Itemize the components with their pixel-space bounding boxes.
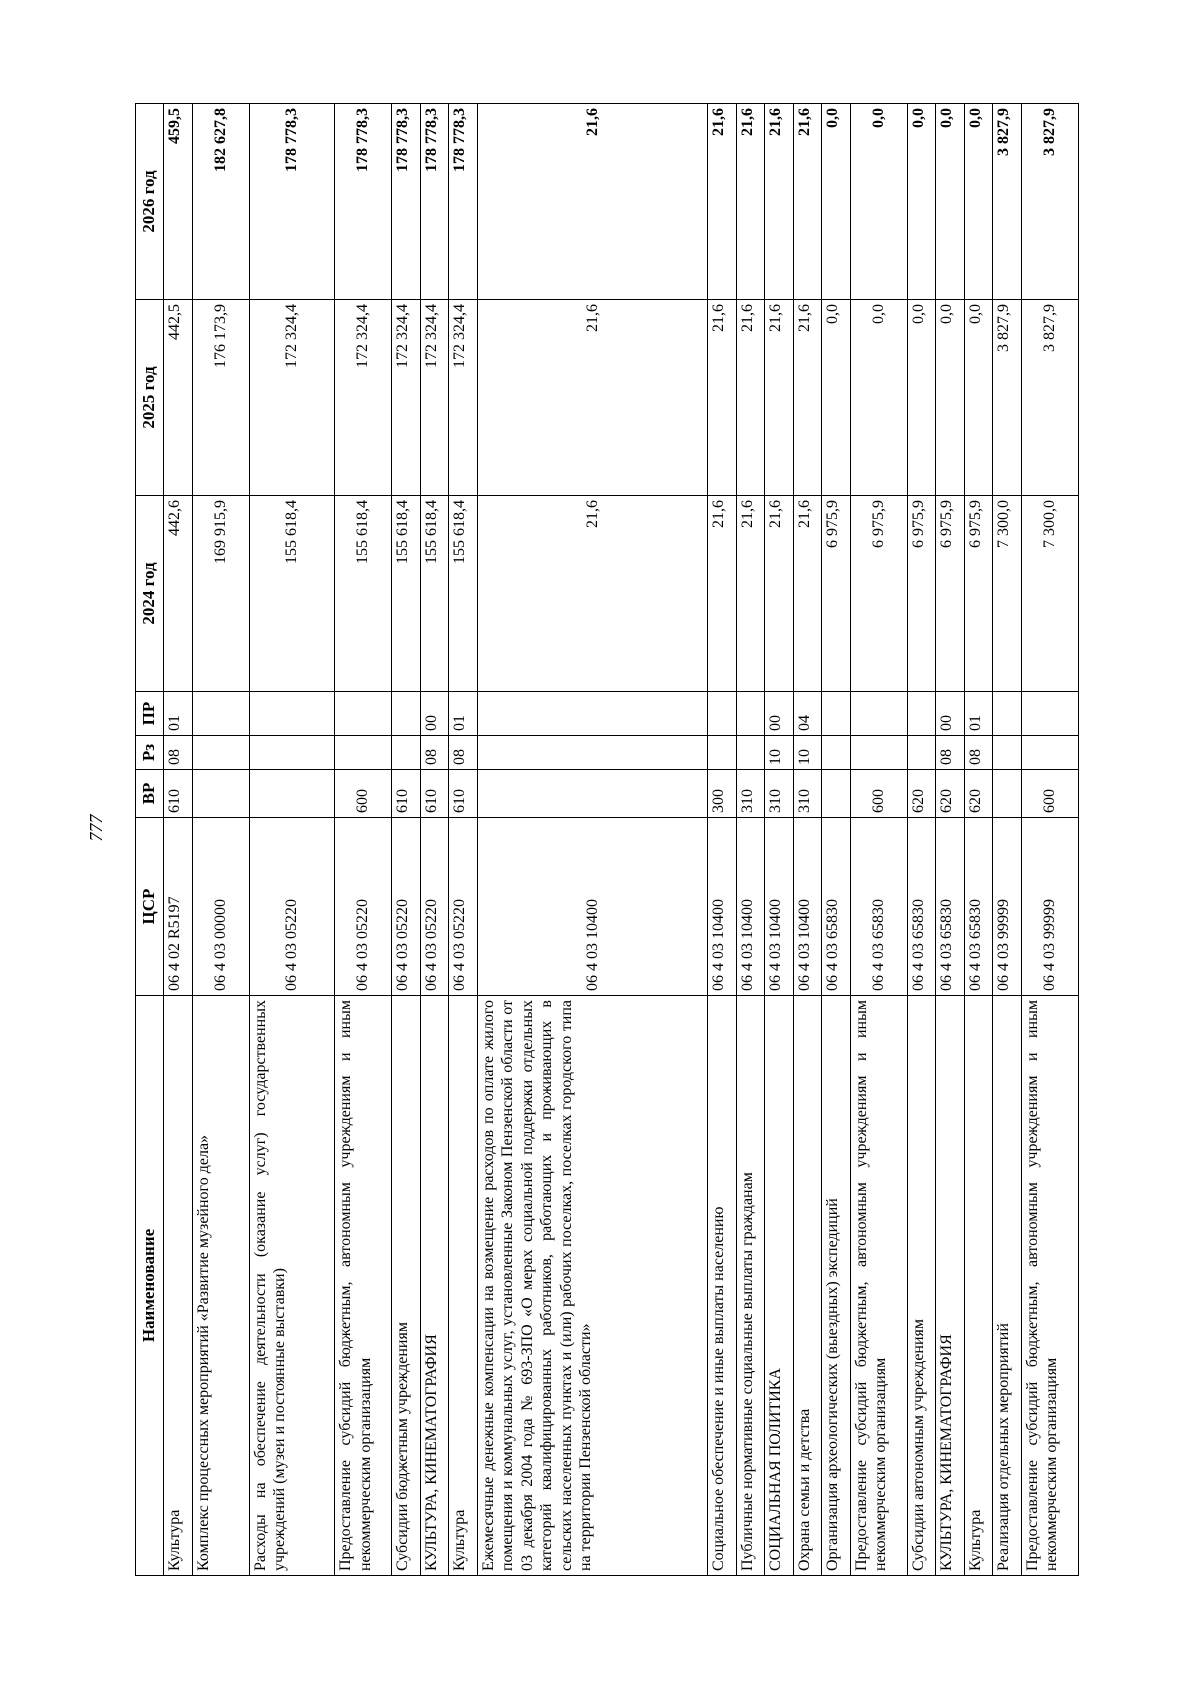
cell-vr: 310 <box>765 770 794 818</box>
cell-vr <box>993 770 1022 818</box>
cell-2026: 3 827,9 <box>993 104 1022 300</box>
cell-2025: 21,6 <box>708 300 737 496</box>
table-row <box>993 104 1022 1576</box>
cell-name: Предоставление субсидий бюджетным, автономным учреждениям и иным некоммерческим организациям <box>1021 996 1078 1576</box>
cell-vr <box>477 770 708 818</box>
cell-vr: 610 <box>449 770 478 818</box>
table-row <box>936 104 965 1576</box>
header-rz: Рз <box>136 736 164 770</box>
cell-2024: 6 975,9 <box>936 496 965 692</box>
header-2025: 2025 год <box>136 300 164 496</box>
cell-2025: 3 827,9 <box>993 300 1022 496</box>
table-row <box>907 104 936 1576</box>
cell-pr: 01 <box>449 692 478 736</box>
cell-2026: 0,0 <box>936 104 965 300</box>
cell-vr: 610 <box>164 770 193 818</box>
cell-2024: 155 618,4 <box>420 496 449 692</box>
cell-2026: 3 827,9 <box>1021 104 1078 300</box>
cell-2025: 0,0 <box>964 300 993 496</box>
cell-vr: 620 <box>936 770 965 818</box>
cell-2025: 172 324,4 <box>420 300 449 496</box>
cell-2024: 6 975,9 <box>822 496 851 692</box>
cell-vr: 600 <box>850 770 907 818</box>
table-header-row <box>136 104 164 1576</box>
cell-name: Культура <box>964 996 993 1576</box>
cell-rz: 08 <box>449 736 478 770</box>
cell-rz: 08 <box>164 736 193 770</box>
cell-2024: 6 975,9 <box>850 496 907 692</box>
cell-2024: 155 618,4 <box>335 496 392 692</box>
cell-2024: 155 618,4 <box>392 496 421 692</box>
cell-2025: 21,6 <box>765 300 794 496</box>
cell-vr: 610 <box>392 770 421 818</box>
cell-2026: 178 778,3 <box>335 104 392 300</box>
cell-pr <box>192 692 249 736</box>
cell-2025: 21,6 <box>736 300 765 496</box>
cell-2026: 21,6 <box>736 104 765 300</box>
cell-vr: 620 <box>964 770 993 818</box>
table-row <box>1021 104 1078 1576</box>
cell-2024: 155 618,4 <box>449 496 478 692</box>
cell-pr: 00 <box>420 692 449 736</box>
cell-2024: 21,6 <box>765 496 794 692</box>
cell-2025: 3 827,9 <box>1021 300 1078 496</box>
table-row <box>736 104 765 1576</box>
cell-name: Предоставление субсидий бюджетным, автономным учреждениям и иным некоммерческим организациям <box>850 996 907 1576</box>
header-2026: 2026 год <box>136 104 164 300</box>
rotated-page-content <box>135 104 1079 1576</box>
cell-csr: 06 4 03 05220 <box>392 818 421 996</box>
cell-csr: 06 4 03 10400 <box>708 818 737 996</box>
cell-name: Расходы на обеспечение деятельности (оказание услуг) государственных учреждений (музеи и постоянные выставки) <box>249 996 335 1576</box>
cell-rz <box>1021 736 1078 770</box>
cell-pr: 00 <box>765 692 794 736</box>
cell-pr <box>850 692 907 736</box>
cell-name: Культура <box>164 996 193 1576</box>
cell-2024: 7 300,0 <box>993 496 1022 692</box>
cell-vr: 310 <box>793 770 822 818</box>
cell-csr: 06 4 03 65830 <box>850 818 907 996</box>
cell-name: Социальное обеспечение и иные выплаты населению <box>708 996 737 1576</box>
cell-2026: 21,6 <box>793 104 822 300</box>
cell-rz <box>249 736 335 770</box>
cell-vr: 600 <box>1021 770 1078 818</box>
cell-name: Ежемесячные денежные компенсации на возмещение расходов по оплате жилого помещения и коммунальных услуг, установленные Законом Пензенской области от 03 декабря 2004 года № 693-ЗПО «О мерах социальной поддержки отдельных категорий квалифицированных работников, работающих и проживающих в сельских населенных пунктах и (или) рабочих поселках, поселках городского типа на территории Пензенской области» <box>477 996 708 1576</box>
header-pr: ПР <box>136 692 164 736</box>
header-name: Наименование <box>136 996 164 1576</box>
table-row <box>793 104 822 1576</box>
cell-csr: 06 4 03 05220 <box>249 818 335 996</box>
cell-2025: 0,0 <box>850 300 907 496</box>
cell-csr: 06 4 03 05220 <box>335 818 392 996</box>
cell-name: КУЛЬТУРА, КИНЕМАТОГРАФИЯ <box>420 996 449 1576</box>
cell-rz <box>907 736 936 770</box>
cell-pr <box>392 692 421 736</box>
table-row <box>420 104 449 1576</box>
cell-2024: 21,6 <box>477 496 708 692</box>
cell-rz <box>392 736 421 770</box>
cell-pr <box>335 692 392 736</box>
cell-2026: 178 778,3 <box>420 104 449 300</box>
cell-name: Комплекс процессных мероприятий «Развитие музейного дела» <box>192 996 249 1576</box>
cell-2026: 0,0 <box>822 104 851 300</box>
cell-csr: 06 4 03 10400 <box>736 818 765 996</box>
cell-2025: 172 324,4 <box>392 300 421 496</box>
budget-table <box>135 103 1079 1576</box>
cell-rz: 08 <box>420 736 449 770</box>
cell-csr: 06 4 03 10400 <box>793 818 822 996</box>
header-2024: 2024 год <box>136 496 164 692</box>
cell-vr: 620 <box>907 770 936 818</box>
cell-2025: 172 324,4 <box>249 300 335 496</box>
cell-2024: 155 618,4 <box>249 496 335 692</box>
cell-rz: 08 <box>964 736 993 770</box>
cell-name: Охрана семьи и детства <box>793 996 822 1576</box>
cell-csr: 06 4 03 05220 <box>449 818 478 996</box>
cell-2024: 6 975,9 <box>907 496 936 692</box>
table-row <box>192 104 249 1576</box>
cell-rz <box>335 736 392 770</box>
cell-2026: 21,6 <box>477 104 708 300</box>
cell-2026: 178 778,3 <box>392 104 421 300</box>
cell-2024: 442,6 <box>164 496 193 692</box>
cell-name: Предоставление субсидий бюджетным, автономным учреждениям и иным некоммерческим организациям <box>335 996 392 1576</box>
cell-pr <box>249 692 335 736</box>
cell-2024: 6 975,9 <box>964 496 993 692</box>
cell-rz <box>477 736 708 770</box>
cell-2025: 442,5 <box>164 300 193 496</box>
cell-name: Субсидии бюджетным учреждениям <box>392 996 421 1576</box>
cell-2026: 182 627,8 <box>192 104 249 300</box>
cell-pr <box>708 692 737 736</box>
cell-2026: 0,0 <box>964 104 993 300</box>
cell-vr: 600 <box>335 770 392 818</box>
cell-rz: 10 <box>765 736 794 770</box>
cell-2026: 459,5 <box>164 104 193 300</box>
cell-name: СОЦИАЛЬНАЯ ПОЛИТИКА <box>765 996 794 1576</box>
table-row <box>335 104 392 1576</box>
cell-csr: 06 4 03 05220 <box>420 818 449 996</box>
table-row <box>708 104 737 1576</box>
table-row <box>850 104 907 1576</box>
cell-csr: 06 4 02 R5197 <box>164 818 193 996</box>
page-number: 777 <box>86 814 106 842</box>
cell-csr: 06 4 03 65830 <box>964 818 993 996</box>
cell-rz <box>192 736 249 770</box>
cell-vr <box>822 770 851 818</box>
cell-2025: 21,6 <box>793 300 822 496</box>
cell-rz <box>736 736 765 770</box>
cell-pr <box>736 692 765 736</box>
cell-vr: 310 <box>736 770 765 818</box>
cell-2026: 21,6 <box>708 104 737 300</box>
cell-pr: 04 <box>793 692 822 736</box>
cell-vr <box>192 770 249 818</box>
cell-name: Реализация отдельных мероприятий <box>993 996 1022 1576</box>
table-row <box>449 104 478 1576</box>
cell-2024: 21,6 <box>736 496 765 692</box>
table-row <box>477 104 708 1576</box>
cell-2025: 176 173,9 <box>192 300 249 496</box>
cell-name: Публичные нормативные социальные выплаты гражданам <box>736 996 765 1576</box>
cell-csr: 06 4 03 99999 <box>1021 818 1078 996</box>
cell-2025: 21,6 <box>477 300 708 496</box>
cell-pr: 00 <box>936 692 965 736</box>
cell-rz <box>993 736 1022 770</box>
cell-2025: 0,0 <box>936 300 965 496</box>
table-row <box>392 104 421 1576</box>
header-vr: ВР <box>136 770 164 818</box>
cell-pr <box>1021 692 1078 736</box>
cell-2026: 21,6 <box>765 104 794 300</box>
cell-pr <box>993 692 1022 736</box>
cell-rz <box>850 736 907 770</box>
cell-2026: 0,0 <box>907 104 936 300</box>
header-csr: ЦСР <box>136 818 164 996</box>
cell-2024: 169 915,9 <box>192 496 249 692</box>
cell-2025: 172 324,4 <box>335 300 392 496</box>
table-row <box>249 104 335 1576</box>
cell-2025: 0,0 <box>907 300 936 496</box>
cell-2025: 0,0 <box>822 300 851 496</box>
cell-rz: 08 <box>936 736 965 770</box>
cell-csr: 06 4 03 65830 <box>936 818 965 996</box>
cell-name: Организация археологических (выездных) экспедиций <box>822 996 851 1576</box>
table-row <box>964 104 993 1576</box>
cell-csr: 06 4 03 00000 <box>192 818 249 996</box>
cell-2024: 21,6 <box>708 496 737 692</box>
cell-2025: 172 324,4 <box>449 300 478 496</box>
cell-pr: 01 <box>164 692 193 736</box>
cell-vr: 300 <box>708 770 737 818</box>
cell-name: Культура <box>449 996 478 1576</box>
cell-2024: 21,6 <box>793 496 822 692</box>
cell-vr: 610 <box>420 770 449 818</box>
table-row <box>765 104 794 1576</box>
cell-pr: 01 <box>964 692 993 736</box>
cell-csr: 06 4 03 10400 <box>765 818 794 996</box>
cell-rz <box>708 736 737 770</box>
cell-csr: 06 4 03 65830 <box>907 818 936 996</box>
cell-pr <box>477 692 708 736</box>
cell-rz <box>822 736 851 770</box>
cell-pr <box>822 692 851 736</box>
cell-2024: 7 300,0 <box>1021 496 1078 692</box>
table-row <box>164 104 193 1576</box>
table-row <box>822 104 851 1576</box>
cell-name: КУЛЬТУРА, КИНЕМАТОГРАФИЯ <box>936 996 965 1576</box>
cell-rz: 10 <box>793 736 822 770</box>
cell-vr <box>249 770 335 818</box>
cell-csr: 06 4 03 99999 <box>993 818 1022 996</box>
cell-name: Субсидии автономным учреждениям <box>907 996 936 1576</box>
cell-2026: 178 778,3 <box>249 104 335 300</box>
cell-2026: 0,0 <box>850 104 907 300</box>
cell-2026: 178 778,3 <box>449 104 478 300</box>
cell-csr: 06 4 03 65830 <box>822 818 851 996</box>
cell-csr: 06 4 03 10400 <box>477 818 708 996</box>
cell-pr <box>907 692 936 736</box>
